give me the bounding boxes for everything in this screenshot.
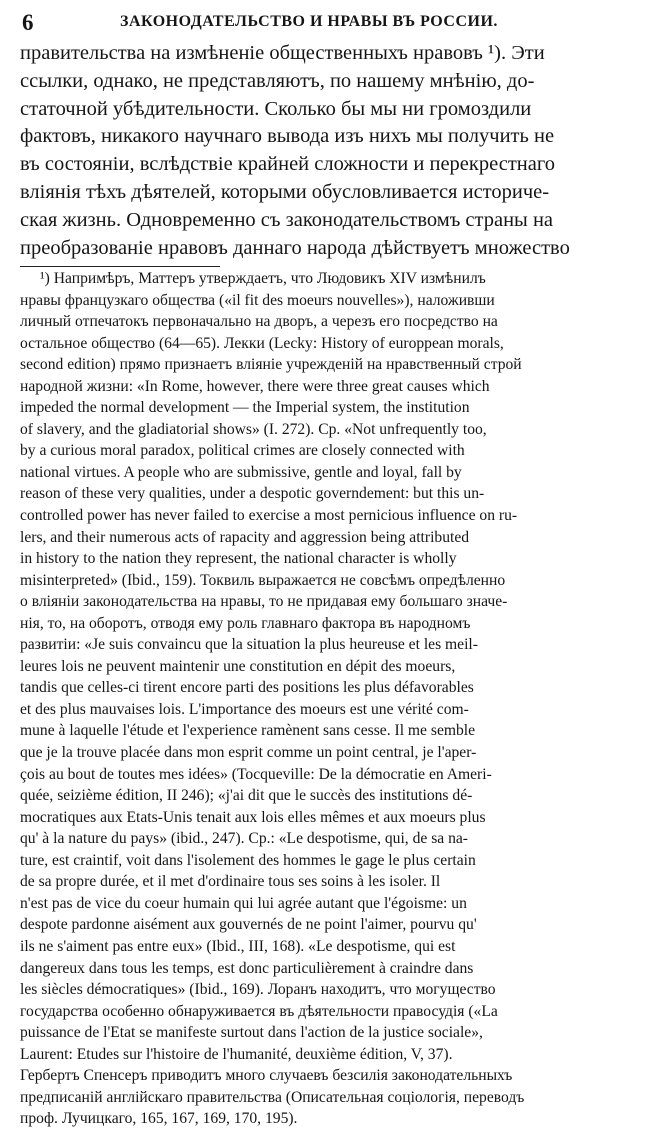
footnote-line: qu' à la nature du pays» (ibid., 247). Ср.: «Le despotisme, qui, de sa na- — [20, 830, 469, 848]
footnote-line: impeded the normal development — the Imperial system, the institution — [20, 399, 470, 417]
footnote-line: de sa propre durée, et il met d'ordinaire tous ses soins à les isoler. Il — [20, 873, 441, 891]
footnote-line: ils ne s'aiment pas entre eux» (Ibid., III, 168). «Le despotisme, qui est — [20, 937, 456, 955]
body-line: ссылки, однако, не представляютъ, по нашему мнѣнію, до- — [20, 69, 535, 92]
footnote — [20, 268, 640, 1130]
body-line: правительства на измѣненіе общественныхъ нравовъ ¹). Эти — [20, 42, 545, 64]
footnote-line: нравы французкаго общества («il fit des moeurs nouvelles»), наложивши — [20, 291, 495, 309]
footnote-line: Гербертъ Спенсеръ приводитъ много случаевъ безсилія законодательныхъ — [20, 1067, 513, 1085]
footnote-line: quée, seizième édition, II 246); «j'ai dit que le succès des institutions dé- — [20, 787, 473, 805]
body-line: вліянія тѣхъ дѣятелей, которыми обусловливается историче- — [20, 180, 550, 203]
footnote-line: mocratiques aux Etats-Unis tenait aux lois elles mêmes et aux moeurs plus — [20, 808, 486, 826]
footnote-line: проф. Лучицкаго, 165, 167, 169, 170, 195). — [20, 1110, 298, 1128]
body-line: статочной убѣдительности. Сколько бы мы ни громоздили — [20, 97, 532, 120]
footnote-line: n'est pas de vice du coeur humain qui lui agrée autant que l'égoisme: un — [20, 894, 467, 912]
footnote-line: leures lois ne peuvent maintenir une constitution en dépit des moeurs, — [20, 657, 456, 675]
running-head: ЗАКОНОДАТЕЛЬСТВО И НРАВЫ ВЪ РОССИИ. — [120, 13, 498, 30]
footnote-separator — [20, 266, 220, 267]
footnote-line: нія, то, на оборотъ, отводя ему роль главнаго фактора въ народномъ — [20, 614, 471, 632]
footnote-line: lers, and their numerous acts of rapacity and aggression being attributed — [20, 528, 470, 546]
footnote-line: mune à laquelle l'étude et l'experience ramènent sans cesse. Il me semble — [20, 722, 476, 740]
body-line: преобразованіе нравовъ даннаго народа дѣйствуетъ множество — [20, 236, 570, 259]
footnote-line: развитіи: «Je suis convaincu que la situation la plus heureuse et les meil- — [20, 636, 478, 654]
footnote-line: ¹) Напримѣръ, Маттеръ утверждаетъ, что Людовикъ XIV измѣнилъ — [40, 270, 486, 287]
footnote-line: о вліяніи законодательства на нравы, то не придавая ему большаго значе- — [20, 593, 508, 611]
body-line: въ состояніи, вслѣдствіе крайней сложности и перекрестнаго — [20, 153, 555, 176]
footnote-line: ture, est craintif, voit dans l'isolement des hommes le gage le plus certain — [20, 851, 476, 869]
footnote-line: misinterpreted» (Ibid., 159). Токвиль выражается не совсѣмъ опредѣленно — [20, 571, 506, 589]
page-number: 6 — [22, 10, 34, 35]
footnote-line: tandis que celles-ci tirent encore parti des positions les plus défavorables — [20, 679, 474, 697]
footnote-line: despote pardonne aisément aux gouvernés de ne point l'aimer, pourvu qu' — [20, 916, 477, 934]
footnote-line: national virtues. A people who are submissive, gentle and loyal, fall by — [20, 463, 462, 481]
footnote-line: in history to the nation they represent, the national character is wholly — [20, 550, 457, 568]
footnote-line: of slavery, and the gladiatorial shows» (I. 272). Ср. «Not unfrequently too, — [20, 420, 487, 438]
footnote-line: que je la trouve placée dans mon esprit comme un point central, je l'aper- — [20, 744, 477, 762]
body-line: фактовъ, никакого научнаго вывода изъ нихъ мы получить не — [20, 125, 555, 148]
footnote-line: предписаній англійскаго правительства (Описательная соціологія, переводъ — [20, 1088, 525, 1106]
footnote-line: et des plus mauvaises lois. L'importance des moeurs est une vérité com- — [20, 700, 469, 718]
body-line: ская жизнь. Одновременно съ законодательствомъ страны на — [20, 208, 554, 231]
footnote-line: puissance de l'Etat se manifeste surtout dans l'action de la justice sociale», — [20, 1024, 483, 1042]
footnote-line: çois au bout de toutes mes idées» (Tocqueville: De la démocratie en Ameri- — [20, 765, 492, 783]
footnote-line: second edition) прямо признаетъ вліяніе учрежденій на нравственный строй — [20, 356, 522, 374]
footnote-line: личный отпечатокъ первоначально на дворъ, а черезъ его посредство на — [20, 313, 498, 331]
footnote-line: Laurent: Etudes sur l'histoire de l'humanité, deuxième édition, V, 37). — [20, 1045, 453, 1063]
footnote-line: controlled power has never failed to exercise a most pernicious influence on ru- — [20, 507, 518, 525]
footnote-line: by a curious moral paradox, political crimes are closely connected with — [20, 442, 465, 460]
footnote-line: государства особенно обнаруживается въ дѣятельности правосудія («La — [20, 1002, 498, 1020]
footnote-line: народной жизни: «In Rome, however, there were three great causes which — [20, 377, 490, 395]
footnote-line: dangereux dans tous les temps, est donc particulièrement à craindre dans — [20, 959, 474, 977]
footnote-line: les siècles démocratiques» (Ibid., 169). Лоранъ находитъ, что могущество — [20, 981, 496, 999]
footnote-line: остальное общество (64—65). Лекки (Lecky: History of europpean morals, — [20, 334, 504, 352]
footnote-line: reason of these very qualities, under a despotic governdement: but this un- — [20, 485, 485, 503]
body-text — [20, 40, 640, 262]
